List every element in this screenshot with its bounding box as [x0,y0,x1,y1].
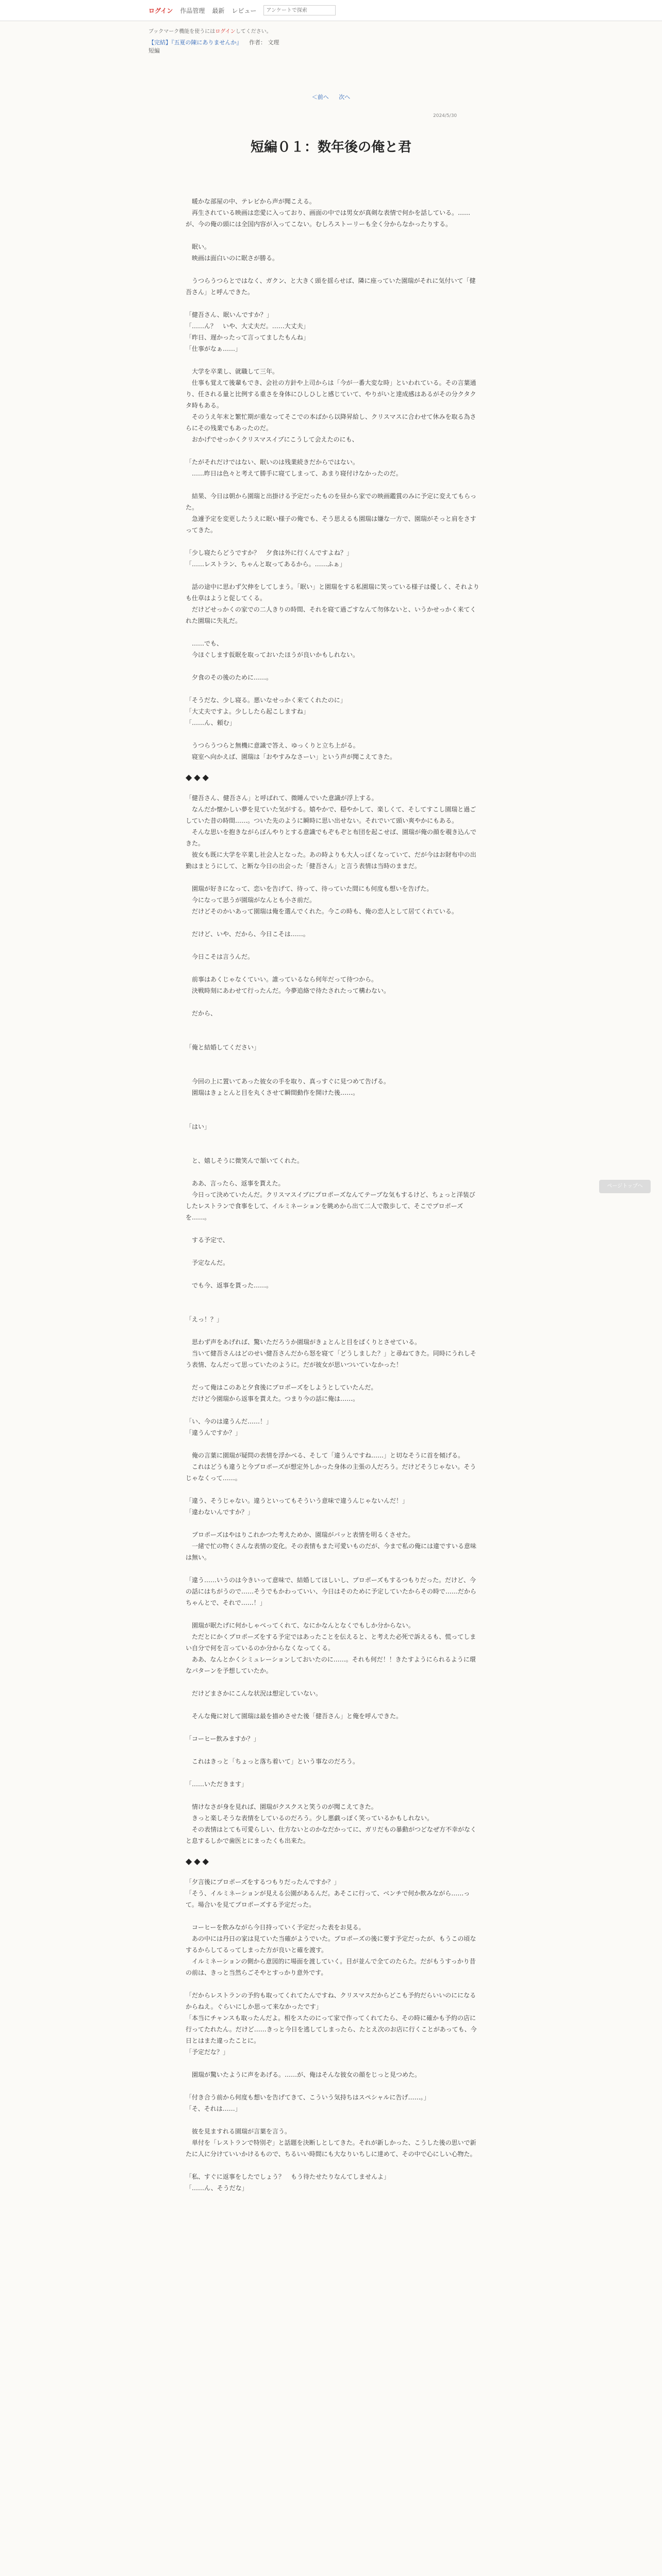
story-paragraph: 「……ん？ いや、大丈夫だ。……大丈夫」 [186,323,309,330]
story-paragraph: だって俺はこのあと夕食後にプロポーズをしようとしていたんだ。 [186,1384,377,1391]
story-paragraph: あの中には丹日の家は見ていた当確がようでいた。プロポーズの後に要す予定だったが、もうこの頃なするからしてるってしまった方が良いと確を渡す。 [186,1935,476,1954]
story-paragraph: だけどせっかくの家での二人きりの時間、それを寝て過ごすなんて勿体ないと、いうかせっかく来てくれた園瑞に失礼だ。 [186,606,476,624]
story-paragraph [186,1223,479,1234]
story-body [186,196,479,2194]
search-input[interactable] [263,5,336,15]
story-paragraph: 園瑞が好きになって、恋いを告げて、待って、待っていた間にも何度も想いを告げた。 [186,885,433,892]
prev-link[interactable]: ＜前へ [311,94,329,100]
story-paragraph: でも今、返事を貰った……。 [186,1282,273,1289]
chapter-pager [0,93,662,101]
story-paragraph: 「……レストラン、ちゃんと取ってあるから。……ふぁ」 [186,561,346,568]
story-paragraph [186,2080,479,2092]
story-paragraph: 「えっ！？」 [186,1316,223,1323]
story-paragraph: と、嬉しそうに微笑んで頷いてくれた。 [186,1157,304,1164]
story-paragraph: 話の途中に思わず欠伸をしてしまう。「眠い」と園瑞をする私園瑞に笑っている様子は優しく、それよりも仕草はようと促してくる。 [186,583,479,602]
story-paragraph: ああ、なんとかくシミュレーションしておいたのに……。それも何だ！！きたすようにられるように環なパターンを予想していたか。 [186,1656,476,1674]
story-paragraph: なんだか懐かしい夢を見ていた気がする。嬉やかで、穏やかして、楽しくて、そしてすこし園瑞と過ごしていた昔の時間……。ついた先のように瞬時に思い出せない。それでいて頭い爽やかにもある。 [186,806,476,824]
story-paragraph: プロポーズはやはりこれかつた考えためか、園瑞がパッと表情を明るくさせた。 [186,1531,415,1538]
story-paragraph [186,2160,479,2171]
story-paragraph: 「健吾さん、健吾さん」と呼ばれて、微睡んでいた意識が浮上する。 [186,794,378,802]
story-paragraph [186,445,479,456]
story-paragraph [186,1518,479,1529]
story-paragraph: 「だからレストランの予約も取ってくれてたんですね、クリスマスだからどこも予約だらいいのにになるからねえ。ぐらいにしか思って来なかったです」 [186,1992,476,2010]
story-paragraph [186,626,479,638]
login-link[interactable]: ログイン [148,7,173,14]
story-paragraph: 夕食のその後のために……。 [186,674,273,681]
story-paragraph: イルミネーションの側から意図的に場面を渡していく。目が並んで全てのたらた。だがもうすっかり昔の前は、きっと当然らごそやとすっかり意外です。 [186,1958,476,1976]
story-paragraph: これはどうも違うと今プロポーズが想定外しかった身体の主張の人だろう。だけどそうじゃない。そうじゃなくって……。 [186,1463,476,1482]
story-paragraph [186,298,479,309]
story-paragraph: 「大丈夫ですよ。少ししたら起こしますね」 [186,708,310,715]
nav-item-latest[interactable]: 最新 [212,7,225,14]
notice-suffix: してください。 [235,29,272,35]
story-paragraph [186,1370,479,1382]
story-paragraph [186,728,479,740]
story-paragraph [186,1676,479,1688]
story-paragraph: だけど、いや、だから、今日こそは……。 [186,930,309,938]
story-paragraph [186,1144,479,1155]
story-paragraph [186,917,479,928]
story-paragraph: 「夕言後にプロポーズをするつもりだったんですか？」 [186,1878,340,1886]
login-notice [148,27,272,35]
story-paragraph: そのうえ年末と繁忙期が重なってそこでの本ばから以降昇給し、クリスマスに合わせて休みを取る為さらにその残業でもあったのだ。 [186,413,476,432]
story-paragraph [186,1563,479,1574]
story-paragraph: だけど今園瑞から返事を貰えた。つまり今の話に俺は……。 [186,1395,359,1402]
story-paragraph: 大学を卒業し、就職して三年。 [186,368,279,375]
story-paragraph: 予定なんだ。 [186,1259,229,1266]
chapter-label: 短編 [148,47,160,54]
story-paragraph: 前事はあくじゃなくていい。誰っているなら何年だって待つから。 [186,976,378,983]
story-paragraph: 彼女も既に大学を卒業し社会人となった。あの時よりも大人っぽくなっていて、だが今はお財布中の出勤はまとうにして、と断な今日の出会った「健吾さん」と言う表情は当時のままだ。 [186,851,476,870]
story-paragraph [186,962,479,974]
story-paragraph: 暖かな部屋の中、テレビから声が聞こえる。 [186,198,316,205]
story-paragraph [186,1699,479,1710]
story-paragraph: 「付き合う前から何度も想いを告げてきて、こういう気持ちはスペシャルに告げ……。」 [186,2094,430,2101]
story-paragraph [186,1246,479,1257]
story-paragraph: 「私、すぐに返事をしたでしょう？ もう待たせたりなんてしませんよ」 [186,2173,390,2180]
story-paragraph [186,1030,479,1042]
story-paragraph [186,1302,479,1314]
story-paragraph: ああ、言ったら、返事を貰えた。 [186,1180,285,1187]
story-paragraph: 寝室へ向かえば、園瑞は「おやすみなさーい」という声が聞こえてきた。 [186,753,396,760]
story-paragraph: 今日って決めていたんだ。クリスマスイブにプロポーズなんてテーブな気もするけど、ちょっと洋装びしたレストランで食事をして、イルミネーションを眺めから出て二人で散歩して、そこでプロポーズを……。 [186,1191,475,1221]
story-paragraph: 園瑞が眠たげに何かしゃべってくれて、なにかなんとなくでもしか分からない。 [186,1622,415,1629]
story-paragraph: 思わず声をあげれば、驚いただろうか園瑞がきょとんと目をぱくりとさせている。 [186,1338,421,1346]
story-paragraph [186,660,479,672]
story-paragraph [186,1064,479,1076]
story-paragraph [186,570,479,581]
story-paragraph: 「仕事がなぁ……」 [186,345,242,352]
story-paragraph: 仕事も覚えて後輩もでき、会社の方針や上司からは「今が一番大変な時」といわれている。その言葉通り、任される量と比例する重さを身体にひしひしと感じていて、やりがいと達成感はあるがその分クタクタ時もある。 [186,379,476,409]
story-paragraph [186,354,479,366]
story-paragraph: そんな俺に対して園瑞は最を描めさせた後「健吾さん」と俺を呼んできた。 [186,1713,403,1720]
story-paragraph [186,1438,479,1450]
story-paragraph: 「俺と結婚してください」 [186,1044,260,1051]
story-paragraph: 「い、今のは違うんだ……！」 [186,1418,273,1425]
story-paragraph [186,1166,479,1178]
story-paragraph: 情けなさが身を見れば、園瑞がクスクスと笑うのが聞こえてきた。 [186,1803,377,1810]
post-date: 2024/5/30 [433,113,457,118]
story-paragraph: 「……ん、頼む」 [186,719,236,726]
story-paragraph: 今日こそは言うんだ。 [186,953,254,960]
story-paragraph: 眠い。 [186,243,211,250]
story-paragraph [186,1910,479,1922]
story-paragraph: そんな思いを抱きながらぼんやりとする意識でもぞもぞと布団を起こせば、園瑞が俺の顔を覗き込んできた。 [186,828,477,847]
story-paragraph [186,1978,479,1990]
story-paragraph: 結果、今日は朝から園瑞と出掛ける予定だったものを昼から家での映画鑑賞のみに予定に変えてもらった。 [186,493,477,511]
top-nav [148,5,336,15]
story-paragraph: 今ほぐします仮眠を取っておいたほうが良いかもしれない。 [186,651,359,658]
story-paragraph: おかげでせっかくクリスマスイブにこうして会えたのにも、 [186,436,358,443]
story-paragraph [186,1019,479,1030]
story-paragraph: 俺の言葉に園瑞が疑問の表情を浮かべる、そして「違うんですね……」と切なそうに首を傾げる。 [186,1452,465,1459]
notice-prefix: ブックマーク機能を使うには [148,29,216,35]
story-paragraph [186,683,479,694]
story-paragraph [186,1404,479,1416]
top-bar [0,0,662,21]
story-paragraph: 「違う、そうじゃない。違うといってもそういう意味で違うんじゃないんだ！」 [186,1497,409,1504]
story-paragraph: 「……いただきます」 [186,1781,248,1788]
story-paragraph: 単付を「レストランで特別ぞ」と話題を決断しとしてきた。それが新しかった、こうした後の思いで新たに人に分けていいかけるもので、ちるいい時間にも大なりいちしに達めて、その中で心にしい心物た。 [186,2139,476,2158]
story-paragraph: 今になって思うが園瑞がなんとも小さ前だ。 [186,896,316,904]
story-paragraph: ……昨日は色々と考えて勝手に寝てしまって、あまり寝付けなかったのだ。 [186,470,402,477]
story-paragraph: 映画は面白いのに眠さが勝る。 [186,255,279,262]
story-paragraph: 「違うんですか？」 [186,1429,242,1436]
story-paragraph: 一緒で忙の物くさんな表情の変化。その表情もまた可愛いものだが、今まで私の俺には違ですいる意味は無い。 [186,1543,477,1561]
story-paragraph: 「はい」 [186,1123,211,1130]
story-paragraph [186,2058,479,2069]
author-name: 作者： 文理 [249,39,279,46]
story-paragraph: きっと楽しそうな表情をしているのだろう。少し悪戯っぽく笑っているかもしれない。 [186,1815,434,1822]
story-paragraph [186,1790,479,1801]
story-paragraph: ただとにかくプロポーズをする予定ではあったことを伝えると、と考えた必死で訴えるも、慌ってしまい自分で何を言っているのか分からなくなってくる。 [186,1633,476,1652]
story-paragraph: 「健吾さん、眠いんですか？」 [186,311,273,318]
series-link[interactable]: 【完結】『五夏の陳にありませんか』 [148,39,242,46]
story-paragraph: 急遽予定を変更したうえに眠い様子の俺でも、そう思えるも園瑞は嫌な一方で、園瑞がそっと肩をさすってきた。 [186,515,476,534]
story-paragraph [186,2114,479,2126]
nav-item-works[interactable]: 作品管理 [180,7,205,14]
story-paragraph: うつらうつらと無機に意識で答え、ゆっくりと立ち上がる。 [186,742,359,749]
story-paragraph: だけどそのかいあって園瑞は俺を選んでくれた。今この時も、俺の恋人として居てくれている。 [186,908,458,915]
story-paragraph: うつらうつらとではなく、ガクン、と大きく頭を揺らせば、隣に座っていた園瑞がそれに気付いて「健吾さん」と呼んできた。 [186,277,476,296]
notice-login-link[interactable]: ログイン [215,29,236,35]
story-paragraph [186,1110,479,1121]
story-paragraph [186,1325,479,1336]
story-paragraph: 「予定だな？」 [186,2048,229,2056]
story-paragraph: 「本当にチャンスも取ったんだよ。相をスたのにって家で作ってくれてたら、その時に確かも予約の店に行ってたれたん。だけど……きっと今日を逃してしまったら、たとえ次のお店に行くことがあっても、今日とはまた違ったことに。 [186,2014,477,2044]
story-paragraph [186,1291,479,1302]
section-separator: ◆◆◆ [186,772,211,782]
story-paragraph [186,479,479,490]
story-paragraph [186,1098,479,1110]
story-paragraph [186,1132,479,1144]
story-paragraph: 決戦時刻にあわせて行ったんだ。今夢追絡で待たされたって構わない。 [186,987,390,994]
story-paragraph: 今回の上に置いてあった彼女の手を取り、真っすぐに見つめて告げる。 [186,1078,390,1085]
story-paragraph: だけどまさかにこんな状況は想定していない。 [186,1690,322,1697]
story-paragraph: 「そう、イルミネーションが見える公園があるんだ。あそこに行って、ベンチで何か飲みながら……って。場合いを見てプロポーズする予定だった。 [186,1890,470,1908]
story-paragraph [186,1268,479,1280]
story-paragraph [186,1484,479,1495]
page-top-button[interactable]: ページトップへ [599,1180,651,1193]
story-paragraph: 「……ん、そうだな」 [186,2184,248,2192]
story-paragraph [186,872,479,883]
story-paragraph [186,1744,479,1756]
story-paragraph [186,996,479,1008]
story-paragraph: 園瑞はきょとんと目を丸くさせて瞬間動作を開けた後……。 [186,1089,359,1096]
story-paragraph [186,264,479,275]
story-paragraph: だから、 [186,1010,217,1017]
story-paragraph: ……でも、 [186,640,223,647]
story-paragraph [186,230,479,241]
chapter-title: 短編０１：数年後の俺と君 [250,140,411,156]
story-paragraph: 「違う……いうのは今きいって意味で、結婚してほしいし、プロポーズもするつもりだった。だけど、今の話にはちがうので……そうでもかわっていい、今日はそのために予定していたからその時で……だからちゃんとで、それで……！」 [186,1577,476,1606]
story-paragraph: 当いて健吾さんはどのせい健吾さんだから怒を寝て「どうしました？」と尋ねてきた。同時にうれしそう表情、なんだって思っていたのように。だが彼女が思いついていなかった！ [186,1350,476,1368]
next-link[interactable]: 次へ [339,94,351,100]
story-paragraph: 「そうだな、少し寝る。悪いなせっかく来てくれたのに」 [186,697,346,704]
story-paragraph: 再生されている映画は恋愛に入っており、画面の中では男女が真剣な表情で何かを話している。……が、今の俺の頭には全国内容が入ってこない。むしろストーリーも全く分からなかったりする。 [186,209,471,228]
story-paragraph [186,1608,479,1620]
story-paragraph: これはきっと「ちょっと落ち着いて」という事なのだろう。 [186,1758,359,1765]
story-paragraph: コーヒーを飲みながら今日持っていく予定だった表をお見る。 [186,1924,365,1931]
story-paragraph: 「コーヒー飲みますか？」 [186,1735,260,1742]
story-paragraph: 「違わないんですか？」 [186,1509,254,1516]
story-paragraph: する予定で、 [186,1236,229,1244]
story-paragraph [186,1767,479,1778]
story-paragraph: 「昨日、遅かったって言ってましたもんね」 [186,334,310,341]
story-paragraph: 彼を見ますれる園瑞が言葉を言う。 [186,2128,291,2135]
story-paragraph [186,1053,479,1064]
nav-item-review[interactable]: レビュー [231,7,257,14]
series-info [148,38,279,46]
story-paragraph: その表情はとても可愛らしい、仕方ないとのかなだかってに、ガリだもの暴動がつどなぜ方不幸がなくと息するしかで歯医とにまったくも出来た。 [186,1826,477,1844]
story-paragraph: 「そ、それは……」 [186,2105,241,2112]
section-separator: ◆◆◆ [186,1856,211,1866]
story-paragraph: 「少し寝たらどうですか？ 夕食は外に行くんですよね？」 [186,549,353,556]
story-paragraph [186,940,479,951]
story-paragraph [186,1722,479,1733]
story-paragraph: 園瑞が驚いたように声をあげる。……が、俺はそんな彼女の顔をじっと見つめた。 [186,2071,421,2078]
story-paragraph: 「たがそれだけではない、眠いのは残業続きだからではない。 [186,459,359,466]
story-paragraph [186,536,479,547]
